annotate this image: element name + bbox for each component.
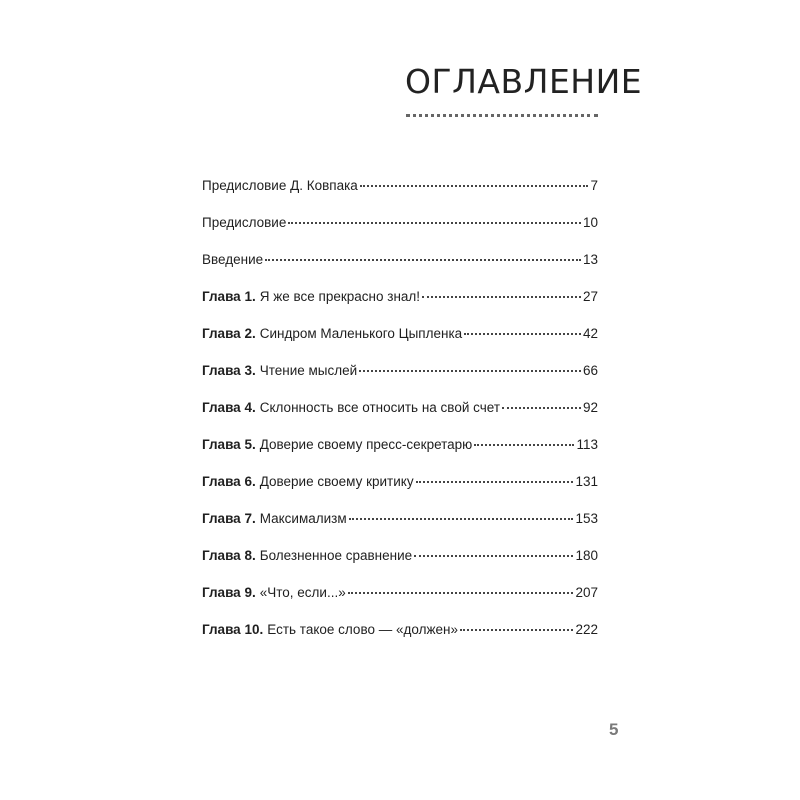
toc-dot-leader [288,222,581,224]
toc-entry [202,509,598,546]
toc-entry [202,583,598,620]
toc-page-number: 27 [582,289,598,304]
toc-entry [202,213,598,250]
toc-entry [202,546,598,583]
toc-entry-title: Есть такое слово — «должен» [267,622,458,637]
toc-entry-title: Болезненное сравнение [259,548,413,563]
toc-entry-title: Доверие своему критику [259,474,414,489]
toc-entry [202,398,598,435]
toc-chapter-number: Глава 6. [202,474,256,489]
toc-entry-title: Склонность все относить на свой счет [259,400,501,415]
toc-page-number: 153 [575,511,598,526]
toc-dot-leader [464,333,581,335]
toc-dot-leader [359,370,581,372]
toc-dot-leader [414,555,573,557]
toc-chapter-number: Глава 8. [202,548,256,563]
toc-page-number: 131 [575,474,598,489]
toc-chapter-number: Глава 1. [202,289,256,304]
toc-entry-title: Синдром Маленького Цыпленка [259,326,463,341]
toc-entry [202,176,598,213]
toc-chapter-number: Глава 3. [202,363,256,378]
toc-chapter-number: Глава 5. [202,437,256,452]
toc-entry-title: Я же все прекрасно знал! [259,289,421,304]
toc-dot-leader [349,518,574,520]
toc-page-number: 66 [582,363,598,378]
toc-entry [202,620,598,657]
toc-entry-title: «Что, если...» [259,585,346,600]
toc-entry-title: Введение [202,252,264,267]
page-number: 5 [609,720,619,739]
toc-chapter-number: Глава 4. [202,400,256,415]
toc-dot-leader [348,592,574,594]
toc-entry [202,435,598,472]
toc-page-number: 113 [576,437,598,452]
toc-entry [202,361,598,398]
toc-page-number: 207 [575,585,598,600]
toc-page-number: 7 [590,178,598,193]
toc-chapter-number: Глава 10. [202,622,264,637]
toc-dot-leader [422,296,581,298]
toc-chapter-number: Глава 9. [202,585,256,600]
toc-entry [202,250,598,287]
toc-dot-leader [265,259,581,261]
toc-dot-leader [360,185,589,187]
toc-entry-title: Предисловие [202,215,287,230]
toc-page-number: 10 [582,215,598,230]
toc-dot-leader [416,481,574,483]
toc-chapter-number: Глава 7. [202,511,256,526]
toc-entry-title: Предисловие Д. Ковпака [202,178,358,193]
toc-page-number: 92 [582,400,598,415]
toc-dot-leader [474,444,574,446]
toc-entry-title: Доверие своему пресс-секретарю [259,437,473,452]
toc-dot-leader [502,407,581,409]
toc-chapter-number: Глава 2. [202,326,256,341]
toc-dot-leader [460,629,574,631]
toc-page-number: 222 [575,622,598,637]
toc-entry [202,472,598,509]
toc-page-number: 180 [575,548,598,563]
toc-page-number: 13 [582,252,598,267]
toc-page-number: 42 [582,326,598,341]
page-title: ОГЛАВЛЕНИЕ [405,62,643,101]
toc-entry-title: Чтение мыслей [259,363,358,378]
table-of-contents [202,176,598,657]
title-dotted-underline [406,110,598,117]
toc-entry [202,324,598,361]
toc-entry-title: Максимализм [259,511,347,526]
toc-entry [202,287,598,324]
